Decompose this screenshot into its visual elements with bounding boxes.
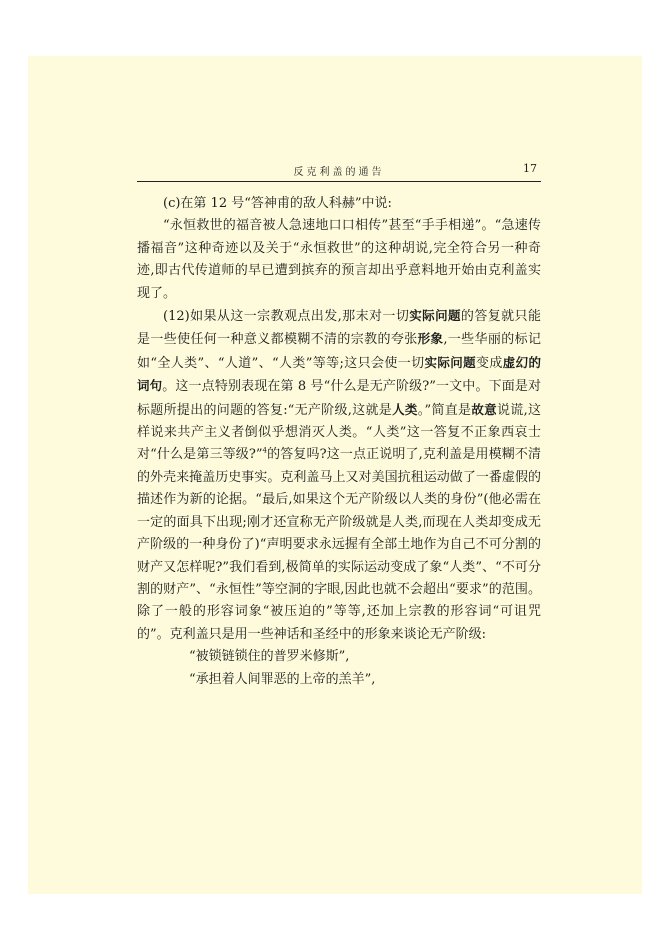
- bold-term: 虚幻的词句: [137, 354, 541, 394]
- text-run: ,一些华丽的标记如“全人类”、“人道”、“人类”等等;这只会使一切: [137, 332, 541, 371]
- bold-term: 故意: [471, 401, 497, 417]
- quote-line-prometheus: “被锁链锁住的普罗米修斯”,: [189, 649, 350, 665]
- running-title: 反克利盖的通告: [293, 167, 385, 178]
- text-run: 的答复就只能是一些使任何一种意义都模糊不清的宗教的夸张: [137, 309, 541, 348]
- quote-line-lamb: “承担着人间罪恶的上帝的羔羊”,: [189, 671, 376, 687]
- page-number: 17: [523, 162, 537, 175]
- paragraph-c: (c)在第 12 号“答神甫的敌人科赫”中说:: [163, 196, 392, 211]
- text-run: (12)如果从这一宗教观点出发,那末对一切: [163, 309, 410, 325]
- text-run: 变成: [475, 355, 503, 371]
- paragraph-gospel: “永恒救世的福音被人急速地口口相传”甚至“手手相递”。“急速传播福音”这种奇迹以及关于“永恒救世”的这种胡说,完全符合另一种奇迹,即古代传道师的早已遭到摈弃的预言却出乎意料地开始由克利盖实现了。: [137, 218, 541, 301]
- footnote-marker: 4: [262, 447, 267, 456]
- page-header: [137, 161, 541, 182]
- text-run: 说谎,这样说来共产主义者倒似乎想消灭人类。“人类”这一答复不正象西哀士对“什么是第三等级?”: [137, 402, 541, 463]
- text-run: 。”简直是: [417, 402, 472, 418]
- text-run: 。这一点特别表现在第 8 号“什么是无产阶级?”一文中。下面是对标题所提出的问题的答复:“无产阶级,这就是: [137, 379, 541, 418]
- text-run: 的答复吗?这一点正说明了,克利盖是用模糊不清的外壳来掩盖历史事实。克利盖马上又对美国抗租运动做了一番虚假的描述作为新的论据。“最后,如果这个无产阶级以人类的身份”(他必需在一定的面具下出现;刚才还宣称无产阶级就是人类,而现在人类却变成无产阶级的一种身份了)“声明要求永远握有全部土地作为自己不可分割的财产又怎样呢?”我们看到,极简单的实际运动变成了象“人类”、“不可分割的财产”、“永恒性”等空洞的字眼,因此也就不会超出“要求”的范围。除了一般的形容词象“被压迫的”等等,还加上宗教的形容词“可诅咒的”。克利盖只是用一些神话和圣经中的形象来谈论无产阶级:: [137, 447, 541, 642]
- bold-term: 形象: [417, 331, 444, 347]
- body-text: [137, 193, 541, 691]
- bold-term: 人类: [392, 401, 418, 417]
- bold-term: 实际问题: [409, 308, 461, 324]
- paragraph-12: [137, 305, 541, 646]
- bold-term: 实际问题: [424, 354, 476, 370]
